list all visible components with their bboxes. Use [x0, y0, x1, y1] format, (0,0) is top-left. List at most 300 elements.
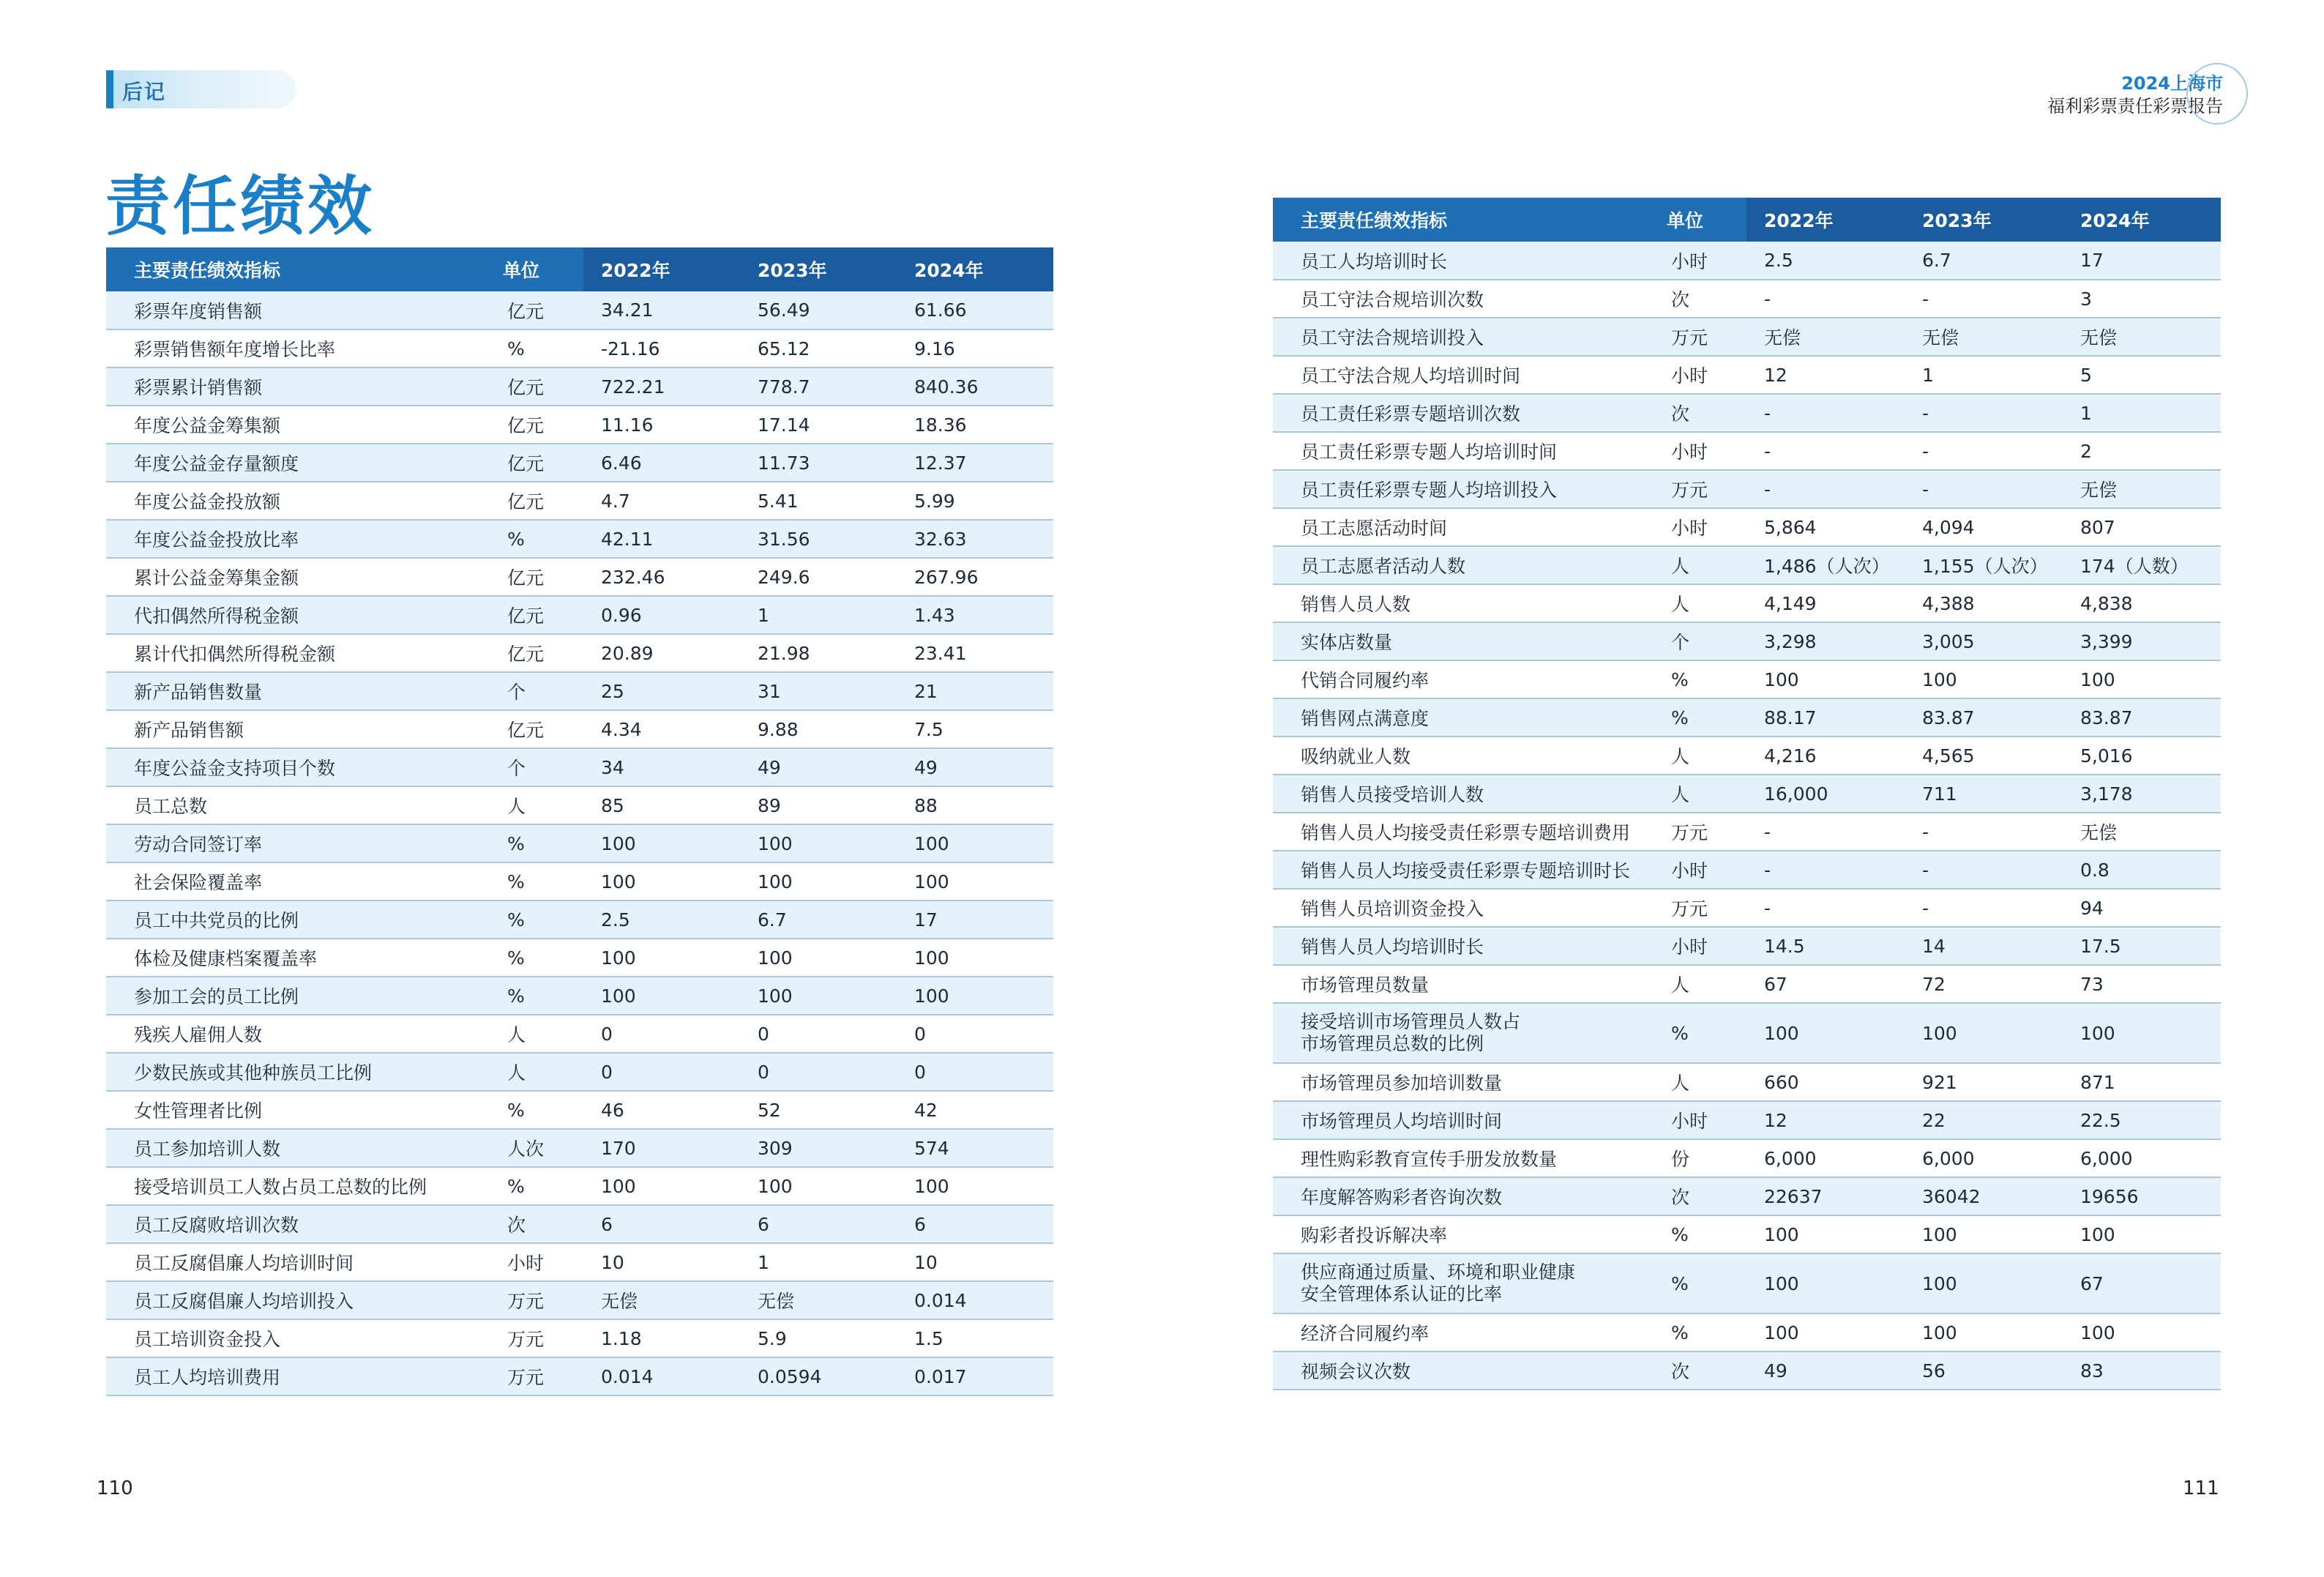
- value-2024-cell: 3: [2063, 280, 2221, 318]
- value-2022-cell: 10: [583, 1243, 740, 1281]
- value-2023-cell: 778.7: [740, 368, 897, 406]
- value-2023-cell: -: [1905, 432, 2063, 470]
- value-2022-cell: 88.17: [1746, 698, 1905, 737]
- unit-cell: %: [1649, 660, 1746, 698]
- indicator-cell: 代销合同履约率: [1273, 660, 1649, 698]
- unit-cell: 次: [1649, 1352, 1746, 1390]
- value-2024-cell: 840.36: [897, 368, 1053, 406]
- value-2022-cell: 无偿: [1746, 318, 1905, 356]
- table-row: [106, 824, 1053, 862]
- table-row: [1273, 737, 2221, 775]
- table-row: [106, 1357, 1053, 1395]
- value-2023-cell: 100: [1905, 1003, 2063, 1063]
- indicator-cell: 员工责任彩票专题人均培训时间: [1273, 432, 1649, 470]
- value-2024-cell: 6: [897, 1205, 1053, 1243]
- value-2024-cell: 42: [897, 1091, 1053, 1129]
- value-2022-cell: 100: [1746, 1003, 1905, 1063]
- value-2022-cell: 4.7: [583, 482, 740, 520]
- unit-cell: 人: [1649, 1063, 1746, 1101]
- table-row: [1273, 889, 2221, 927]
- value-2023-cell: 100: [740, 824, 897, 862]
- section-tag-label: 后记: [122, 80, 167, 104]
- unit-cell: %: [1649, 1253, 1746, 1313]
- table-row: [1273, 1313, 2221, 1352]
- unit-cell: 亿元: [485, 558, 583, 596]
- table-row: [106, 1015, 1053, 1053]
- table-row: [1273, 584, 2221, 622]
- value-2023-cell: 1,155（人次）: [1905, 546, 2063, 584]
- value-2022-cell: 0: [583, 1053, 740, 1091]
- value-2023-cell: 56: [1905, 1352, 2063, 1390]
- value-2023-cell: 11.73: [740, 444, 897, 482]
- value-2022-cell: 0: [583, 1015, 740, 1053]
- value-2023-cell: 100: [740, 1167, 897, 1205]
- value-2024-cell: 7.5: [897, 710, 1053, 748]
- table-row: [1273, 775, 2221, 813]
- indicator-cell: 彩票年度销售额: [106, 291, 485, 329]
- value-2024-cell: 100: [2063, 1003, 2221, 1063]
- unit-cell: 人: [485, 1015, 583, 1053]
- value-2024-cell: 无偿: [2063, 813, 2221, 851]
- table-row: [1273, 1003, 2221, 1063]
- value-2024-cell: 100: [897, 977, 1053, 1015]
- value-2022-cell: 67: [1746, 965, 1905, 1003]
- value-2023-cell: 17.14: [740, 406, 897, 444]
- value-2024-cell: 3,399: [2063, 622, 2221, 660]
- table-row: [1273, 851, 2221, 889]
- value-2024-cell: 0: [897, 1015, 1053, 1053]
- indicator-cell: 理性购彩教育宣传手册发放数量: [1273, 1139, 1649, 1177]
- indicator-cell: 年度公益金支持项目个数: [106, 748, 485, 786]
- indicator-cell: 视频会议次数: [1273, 1352, 1649, 1390]
- value-2022-cell: 12: [1746, 356, 1905, 394]
- value-2024-cell: 无偿: [2063, 318, 2221, 356]
- value-2024-cell: 17: [897, 901, 1053, 939]
- table-row: [106, 634, 1053, 672]
- indicator-cell: 少数民族或其他种族员工比例: [106, 1053, 485, 1091]
- value-2022-cell: 660: [1746, 1063, 1905, 1101]
- indicator-cell: 社会保险覆盖率: [106, 862, 485, 901]
- indicator-cell: 员工培训资金投入: [106, 1319, 485, 1357]
- value-2023-cell: -: [1905, 280, 2063, 318]
- table-row: [1273, 318, 2221, 356]
- unit-cell: 次: [485, 1205, 583, 1243]
- value-2023-cell: 31: [740, 672, 897, 710]
- page-number-right: 111: [2183, 1477, 2219, 1499]
- indicator-cell: 体检及健康档案覆盖率: [106, 939, 485, 977]
- value-2024-cell: 100: [2063, 1215, 2221, 1253]
- table-row: [106, 1167, 1053, 1205]
- header-unit: 单位: [485, 247, 583, 291]
- indicator-cell: 销售人员人均培训时长: [1273, 927, 1649, 965]
- value-2024-cell: 0.014: [897, 1281, 1053, 1319]
- indicator-cell: 员工守法合规培训次数: [1273, 280, 1649, 318]
- value-2023-cell: 1: [1905, 356, 2063, 394]
- table-row: [106, 596, 1053, 634]
- value-2023-cell: 100: [740, 939, 897, 977]
- table-row: [106, 291, 1053, 329]
- unit-cell: 人: [485, 1053, 583, 1091]
- indicator-cell: 员工反腐倡廉人均培训投入: [106, 1281, 485, 1319]
- report-year-city: 2024上海市: [2121, 73, 2223, 94]
- value-2023-cell: 49: [740, 748, 897, 786]
- value-2022-cell: -: [1746, 280, 1905, 318]
- table-row: [1273, 660, 2221, 698]
- indicator-cell: 员工责任彩票专题人均培训投入: [1273, 470, 1649, 508]
- table-row: [106, 710, 1053, 748]
- value-2024-cell: 3,178: [2063, 775, 2221, 813]
- value-2022-cell: 46: [583, 1091, 740, 1129]
- value-2023-cell: 0: [740, 1015, 897, 1053]
- section-tag: [106, 70, 296, 108]
- value-2024-cell: 0.017: [897, 1357, 1053, 1395]
- table-row: [106, 368, 1053, 406]
- value-2024-cell: 88: [897, 786, 1053, 824]
- indicator-cell: 年度解答购彩者咨询次数: [1273, 1177, 1649, 1215]
- value-2024-cell: 5.99: [897, 482, 1053, 520]
- value-2023-cell: 83.87: [1905, 698, 2063, 737]
- value-2022-cell: -: [1746, 813, 1905, 851]
- indicator-cell: 年度公益金筹集额: [106, 406, 485, 444]
- unit-cell: %: [1649, 1215, 1746, 1253]
- table-header-row: [1273, 198, 2221, 242]
- table-row: [106, 1281, 1053, 1319]
- value-2022-cell: 6: [583, 1205, 740, 1243]
- unit-cell: 人: [1649, 584, 1746, 622]
- unit-cell: 个: [485, 672, 583, 710]
- indicator-cell: 员工中共党员的比例: [106, 901, 485, 939]
- value-2022-cell: 12: [1746, 1101, 1905, 1139]
- unit-cell: 亿元: [485, 368, 583, 406]
- value-2023-cell: 3,005: [1905, 622, 2063, 660]
- value-2024-cell: 100: [897, 862, 1053, 901]
- unit-cell: %: [485, 520, 583, 558]
- unit-cell: 个: [1649, 622, 1746, 660]
- unit-cell: 亿元: [485, 710, 583, 748]
- value-2024-cell: 22.5: [2063, 1101, 2221, 1139]
- unit-cell: %: [485, 329, 583, 368]
- value-2023-cell: 21.98: [740, 634, 897, 672]
- value-2024-cell: 19656: [2063, 1177, 2221, 1215]
- header-2023: 2023年: [1905, 198, 2063, 242]
- indicator-cell: 彩票销售额年度增长比率: [106, 329, 485, 368]
- table-row: [106, 1129, 1053, 1167]
- value-2023-cell: -: [1905, 889, 2063, 927]
- value-2024-cell: 17.5: [2063, 927, 2221, 965]
- indicator-cell: 购彩者投诉解决率: [1273, 1215, 1649, 1253]
- indicator-cell: 员工志愿者活动人数: [1273, 546, 1649, 584]
- value-2024-cell: 871: [2063, 1063, 2221, 1101]
- table-row: [106, 520, 1053, 558]
- indicator-cell: 劳动合同签订率: [106, 824, 485, 862]
- value-2023-cell: 36042: [1905, 1177, 2063, 1215]
- header-2023: 2023年: [740, 247, 897, 291]
- value-2024-cell: 1.5: [897, 1319, 1053, 1357]
- header-2022: 2022年: [583, 247, 740, 291]
- unit-cell: 小时: [1649, 356, 1746, 394]
- unit-cell: 小时: [1649, 508, 1746, 546]
- value-2022-cell: -: [1746, 889, 1905, 927]
- table-row: [106, 482, 1053, 520]
- table-row: [106, 786, 1053, 824]
- unit-cell: %: [1649, 1313, 1746, 1352]
- value-2023-cell: 100: [1905, 1253, 2063, 1313]
- value-2023-cell: 无偿: [740, 1281, 897, 1319]
- value-2022-cell: -21.16: [583, 329, 740, 368]
- table-row: [106, 977, 1053, 1015]
- indicator-cell: 市场管理员人均培训时间: [1273, 1101, 1649, 1139]
- value-2022-cell: 0.014: [583, 1357, 740, 1395]
- unit-cell: 万元: [485, 1319, 583, 1357]
- unit-cell: 亿元: [485, 482, 583, 520]
- unit-cell: 亿元: [485, 596, 583, 634]
- indicator-cell: 累计代扣偶然所得税金额: [106, 634, 485, 672]
- table-row: [1273, 356, 2221, 394]
- value-2024-cell: 0.8: [2063, 851, 2221, 889]
- value-2024-cell: 174（人数）: [2063, 546, 2221, 584]
- value-2022-cell: 100: [583, 824, 740, 862]
- unit-cell: %: [485, 939, 583, 977]
- unit-cell: 次: [1649, 280, 1746, 318]
- value-2022-cell: 34: [583, 748, 740, 786]
- value-2023-cell: 100: [740, 977, 897, 1015]
- value-2024-cell: 6,000: [2063, 1139, 2221, 1177]
- value-2024-cell: 9.16: [897, 329, 1053, 368]
- indicator-cell: 销售网点满意度: [1273, 698, 1649, 737]
- value-2023-cell: 100: [1905, 1313, 2063, 1352]
- value-2023-cell: 1: [740, 596, 897, 634]
- unit-cell: 份: [1649, 1139, 1746, 1177]
- value-2024-cell: 23.41: [897, 634, 1053, 672]
- value-2022-cell: 85: [583, 786, 740, 824]
- table-header-row: [106, 247, 1053, 291]
- indicator-cell: 年度公益金投放额: [106, 482, 485, 520]
- unit-cell: 小时: [485, 1243, 583, 1281]
- section-tag-bar: [106, 70, 113, 108]
- value-2023-cell: 711: [1905, 775, 2063, 813]
- value-2022-cell: 170: [583, 1129, 740, 1167]
- table-row: [106, 1319, 1053, 1357]
- header-2022: 2022年: [1746, 198, 1905, 242]
- value-2022-cell: 3,298: [1746, 622, 1905, 660]
- value-2022-cell: 2.5: [583, 901, 740, 939]
- value-2024-cell: 17: [2063, 242, 2221, 280]
- value-2024-cell: 100: [897, 1167, 1053, 1205]
- value-2024-cell: 10: [897, 1243, 1053, 1281]
- value-2023-cell: 0: [740, 1053, 897, 1091]
- unit-cell: 万元: [1649, 889, 1746, 927]
- value-2024-cell: 83: [2063, 1352, 2221, 1390]
- value-2022-cell: 100: [1746, 1313, 1905, 1352]
- indicator-cell: 员工守法合规人均培训时间: [1273, 356, 1649, 394]
- unit-cell: 万元: [1649, 813, 1746, 851]
- value-2023-cell: 4,388: [1905, 584, 2063, 622]
- value-2024-cell: 5,016: [2063, 737, 2221, 775]
- header-unit: 单位: [1649, 198, 1746, 242]
- indicator-cell: 员工总数: [106, 786, 485, 824]
- value-2024-cell: 无偿: [2063, 470, 2221, 508]
- indicator-cell: 残疾人雇佣人数: [106, 1015, 485, 1053]
- unit-cell: 人次: [485, 1129, 583, 1167]
- table-row: [1273, 813, 2221, 851]
- indicator-cell: 销售人员人均接受责任彩票专题培训费用: [1273, 813, 1649, 851]
- indicator-cell: 年度公益金存量额度: [106, 444, 485, 482]
- indicator-cell: 彩票累计销售额: [106, 368, 485, 406]
- value-2023-cell: 9.88: [740, 710, 897, 748]
- page-number-left: 110: [97, 1477, 133, 1499]
- report-header: [2047, 72, 2223, 117]
- value-2023-cell: 309: [740, 1129, 897, 1167]
- value-2024-cell: 21: [897, 672, 1053, 710]
- unit-cell: 万元: [485, 1357, 583, 1395]
- indicator-cell: 市场管理员数量: [1273, 965, 1649, 1003]
- value-2024-cell: 49: [897, 748, 1053, 786]
- unit-cell: %: [485, 1091, 583, 1129]
- value-2023-cell: 31.56: [740, 520, 897, 558]
- table-row: [106, 558, 1053, 596]
- value-2022-cell: -: [1746, 432, 1905, 470]
- unit-cell: %: [485, 862, 583, 901]
- value-2023-cell: 249.6: [740, 558, 897, 596]
- indicator-cell: 累计公益金筹集金额: [106, 558, 485, 596]
- table-row: [106, 406, 1053, 444]
- table-row: [106, 672, 1053, 710]
- header-2024: 2024年: [2063, 198, 2221, 242]
- value-2024-cell: 94: [2063, 889, 2221, 927]
- value-2024-cell: 61.66: [897, 291, 1053, 329]
- table-row: [106, 1053, 1053, 1091]
- value-2022-cell: 4.34: [583, 710, 740, 748]
- value-2023-cell: 1: [740, 1243, 897, 1281]
- value-2023-cell: 56.49: [740, 291, 897, 329]
- table-row: [1273, 1139, 2221, 1177]
- indicator-cell: 参加工会的员工比例: [106, 977, 485, 1015]
- unit-cell: 次: [1649, 1177, 1746, 1215]
- indicator-cell: 实体店数量: [1273, 622, 1649, 660]
- value-2024-cell: 100: [2063, 660, 2221, 698]
- unit-cell: 人: [1649, 775, 1746, 813]
- table-row: [1273, 280, 2221, 318]
- indicator-cell: 员工人均培训时长: [1273, 242, 1649, 280]
- unit-cell: 人: [1649, 737, 1746, 775]
- value-2024-cell: 1: [2063, 394, 2221, 432]
- value-2024-cell: 267.96: [897, 558, 1053, 596]
- value-2023-cell: 65.12: [740, 329, 897, 368]
- value-2022-cell: 1.18: [583, 1319, 740, 1357]
- value-2023-cell: 100: [1905, 1215, 2063, 1253]
- table-row: [1273, 432, 2221, 470]
- table-row: [1273, 242, 2221, 280]
- table-row: [1273, 698, 2221, 737]
- value-2022-cell: 14.5: [1746, 927, 1905, 965]
- value-2024-cell: 100: [2063, 1313, 2221, 1352]
- value-2022-cell: 11.16: [583, 406, 740, 444]
- value-2023-cell: -: [1905, 470, 2063, 508]
- value-2023-cell: -: [1905, 851, 2063, 889]
- indicator-cell: 接受培训员工人数占员工总数的比例: [106, 1167, 485, 1205]
- value-2023-cell: -: [1905, 394, 2063, 432]
- value-2022-cell: 16,000: [1746, 775, 1905, 813]
- indicator-cell: 接受培训市场管理员人数占 市场管理员总数的比例: [1273, 1003, 1649, 1063]
- table-row: [1273, 622, 2221, 660]
- unit-cell: 小时: [1649, 242, 1746, 280]
- unit-cell: %: [1649, 698, 1746, 737]
- table-row: [1273, 394, 2221, 432]
- table-row: [1273, 546, 2221, 584]
- value-2022-cell: -: [1746, 470, 1905, 508]
- value-2024-cell: 18.36: [897, 406, 1053, 444]
- indicator-cell: 女性管理者比例: [106, 1091, 485, 1129]
- value-2022-cell: 100: [583, 977, 740, 1015]
- indicator-cell: 新产品销售数量: [106, 672, 485, 710]
- unit-cell: 人: [1649, 965, 1746, 1003]
- value-2022-cell: 5,864: [1746, 508, 1905, 546]
- unit-cell: 小时: [1649, 1101, 1746, 1139]
- value-2023-cell: 89: [740, 786, 897, 824]
- value-2022-cell: 232.46: [583, 558, 740, 596]
- value-2023-cell: 无偿: [1905, 318, 2063, 356]
- unit-cell: %: [485, 977, 583, 1015]
- table-row: [106, 444, 1053, 482]
- value-2022-cell: 1,486（人次）: [1746, 546, 1905, 584]
- value-2023-cell: 52: [740, 1091, 897, 1129]
- table-row: [106, 1091, 1053, 1129]
- table-row: [106, 1205, 1053, 1243]
- value-2024-cell: 5: [2063, 356, 2221, 394]
- value-2022-cell: 2.5: [1746, 242, 1905, 280]
- table-row: [1273, 1215, 2221, 1253]
- indicator-cell: 销售人员人均接受责任彩票专题培训时长: [1273, 851, 1649, 889]
- value-2024-cell: 73: [2063, 965, 2221, 1003]
- value-2024-cell: 100: [897, 824, 1053, 862]
- value-2022-cell: 无偿: [583, 1281, 740, 1319]
- unit-cell: 人: [1649, 546, 1746, 584]
- indicator-cell: 员工志愿活动时间: [1273, 508, 1649, 546]
- value-2022-cell: 100: [583, 862, 740, 901]
- unit-cell: 亿元: [485, 634, 583, 672]
- unit-cell: %: [485, 901, 583, 939]
- value-2024-cell: 12.37: [897, 444, 1053, 482]
- unit-cell: 小时: [1649, 927, 1746, 965]
- indicator-cell: 销售人员接受培训人数: [1273, 775, 1649, 813]
- table-row: [1273, 1352, 2221, 1390]
- value-2022-cell: 20.89: [583, 634, 740, 672]
- value-2024-cell: 67: [2063, 1253, 2221, 1313]
- unit-cell: 万元: [1649, 470, 1746, 508]
- table-row: [106, 748, 1053, 786]
- value-2024-cell: 32.63: [897, 520, 1053, 558]
- unit-cell: 小时: [1649, 432, 1746, 470]
- value-2023-cell: -: [1905, 813, 2063, 851]
- indicator-cell: 员工守法合规培训投入: [1273, 318, 1649, 356]
- value-2024-cell: 4,838: [2063, 584, 2221, 622]
- unit-cell: 小时: [1649, 851, 1746, 889]
- value-2023-cell: 100: [740, 862, 897, 901]
- indicator-cell: 销售人员培训资金投入: [1273, 889, 1649, 927]
- unit-cell: 人: [485, 786, 583, 824]
- table-row: [1273, 508, 2221, 546]
- indicator-cell: 经济合同履约率: [1273, 1313, 1649, 1352]
- value-2022-cell: 100: [1746, 1253, 1905, 1313]
- unit-cell: 个: [485, 748, 583, 786]
- indicator-cell: 员工人均培训费用: [106, 1357, 485, 1395]
- value-2023-cell: 4,565: [1905, 737, 2063, 775]
- value-2022-cell: 22637: [1746, 1177, 1905, 1215]
- unit-cell: 次: [1649, 394, 1746, 432]
- header-ring-decoration: [2186, 63, 2248, 124]
- table-row: [106, 1243, 1053, 1281]
- value-2022-cell: 722.21: [583, 368, 740, 406]
